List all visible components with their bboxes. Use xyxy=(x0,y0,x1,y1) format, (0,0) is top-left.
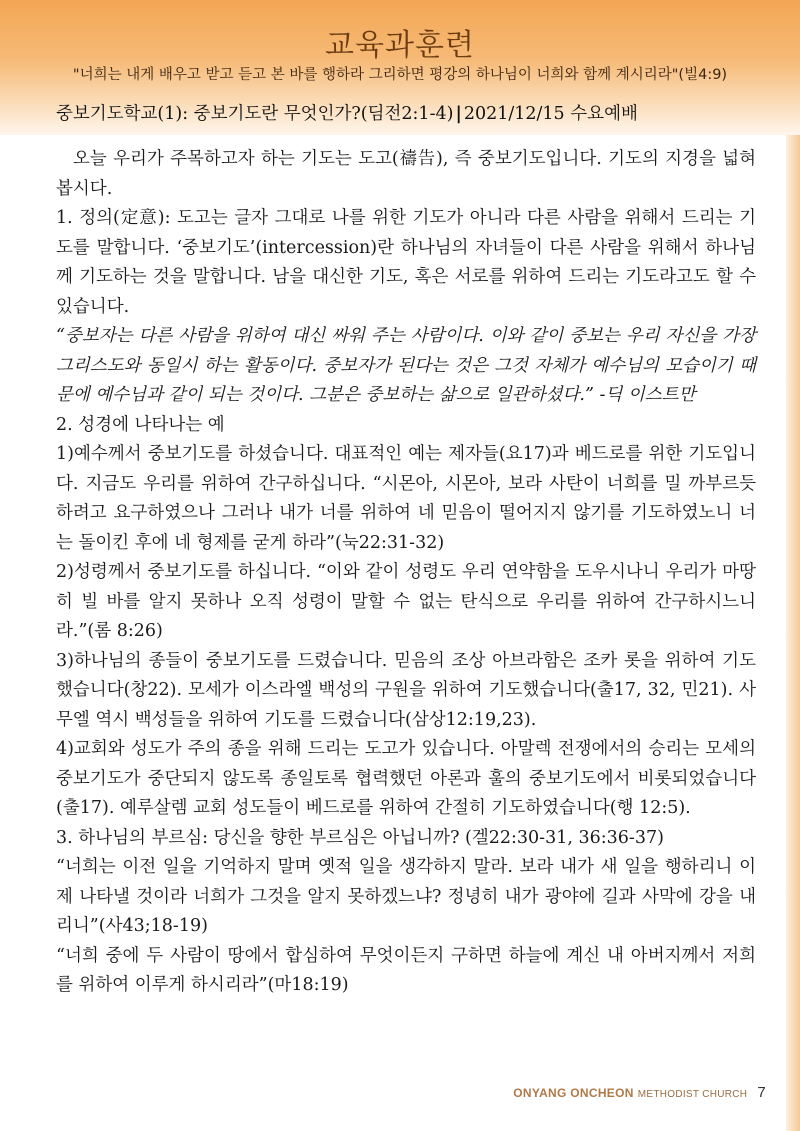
article-body xyxy=(56,145,756,1001)
page-footer xyxy=(513,1084,766,1101)
footer-church: METHODIST CHURCH xyxy=(637,1089,748,1100)
body-paragraph: 3)하나님의 종들이 중보기도를 드렸습니다. 믿음의 조상 아브라함은 조카 롯을 위하여 기도했습니다(창22). 모세가 이스라엘 백성의 구원을 위하여 기도했습니다(출17, 32, 민21). 사무엘 역시 백성들을 위하여 기도를 드렸습니다(삼상12:19,23). xyxy=(56,650,756,730)
page-title: 교육과훈련 xyxy=(325,28,475,63)
body-paragraph: 오늘 우리가 주목하고자 하는 기도는 도고(禱告), 즉 중보기도입니다. 기도의 지경을 넓혀봅시다. xyxy=(56,149,756,199)
page-number: 7 xyxy=(757,1084,766,1101)
title-separator: | xyxy=(455,104,462,124)
body-paragraph: 4)교회와 성도가 주의 종을 위해 드리는 도고가 있습니다. 아말렉 전쟁에서의 승리는 모세의 중보기도가 중단되지 않도록 종일토록 협력했던 아론과 훌의 중보기도에서 비롯되었습니다(출17). 예루살렘 교회 성도들이 베드로를 위하여 간절히 기도하였습니다(행 12:5). xyxy=(56,739,756,818)
header-verse: "너희는 내게 배우고 받고 듣고 본 바를 행하라 그리하면 평강의 하나님이 너희와 함께 계시리라"(빌4:9) xyxy=(72,67,728,83)
article-title: 중보기도학교(1): 중보기도란 무엇인가?(딤전2:1-4) xyxy=(56,104,454,124)
article-subtitle xyxy=(56,100,756,125)
article-date: 2021/12/15 수요예배 xyxy=(463,104,638,124)
body-paragraph: “너희 중에 두 사람이 땅에서 합심하여 무엇이든지 구하면 하늘에 계신 내 아버지께서 저희를 위하여 이루게 하시리라”(마18:19) xyxy=(56,945,756,995)
quote-paragraph: “중보자는 다른 사람을 위하여 대신 싸워 주는 사람이다. 이와 같이 중보는 우리 자신을 가장 그리스도와 동일시 하는 활동이다. 중보자가 된다는 것은 그것 자체가 예수님의 모습이기 때문에 예수님과 같이 되는 것이다. 그분은 중보하는 삶으로 일관하셨다.” -딕 이스트만 xyxy=(56,326,756,405)
body-paragraph: 1)예수께서 중보기도를 하셨습니다. 대표적인 예는 제자들(요17)과 베드로를 위한 기도입니다. 지금도 우리를 위하여 간구하십니다. “시몬아, 시몬아, 보라 사탄이 너희를 밀 까부르듯 하려고 요구하였으나 그러나 내가 너를 위하여 네 믿음이 떨어지지 않기를 기도하였노니 너는 돌이킨 후에 네 형제를 굳게 하라”(눅22:31-32) xyxy=(56,444,756,553)
body-paragraph: 2)성령께서 중보기도를 하십니다. “이와 같이 성령도 우리 연약함을 도우시나니 우리가 마땅히 빌 바를 알지 못하나 오직 성령이 말할 수 없는 탄식으로 우리를 위하여 간구하시느니라.”(롬 8:26) xyxy=(56,562,756,641)
body-paragraph: 2. 성경에 나타나는 예 xyxy=(56,414,225,435)
body-paragraph: 3. 하나님의 부르심: 당신을 향한 부르심은 아닙니까? (겔22:30-31, 36:36-37) xyxy=(56,827,664,848)
body-paragraph: “너희는 이전 일을 기억하지 말며 옛적 일을 생각하지 말라. 보라 내가 새 일을 행하리니 이제 나타낼 것이라 너희가 그것을 알지 못하겠느냐? 정녕히 내가 광야에 길과 사막에 강을 내리니”(사43;18-19) xyxy=(56,857,756,936)
footer-brand: ONYANG ONCHEON xyxy=(513,1086,634,1100)
body-paragraph: 1. 정의(定意): 도고는 글자 그대로 나를 위한 기도가 아니라 다른 사람을 위해서 드리는 기도를 말합니다. ‘중보기도’(intercession)란 하나님의 자녀들이 다른 사람을 위해서 하나님께 기도하는 것을 말합니다. 남을 대신한 기도, 혹은 서로를 위하여 드리는 기도라고도 할 수 있습니다. xyxy=(56,208,756,317)
side-decoration-band xyxy=(786,135,800,1131)
